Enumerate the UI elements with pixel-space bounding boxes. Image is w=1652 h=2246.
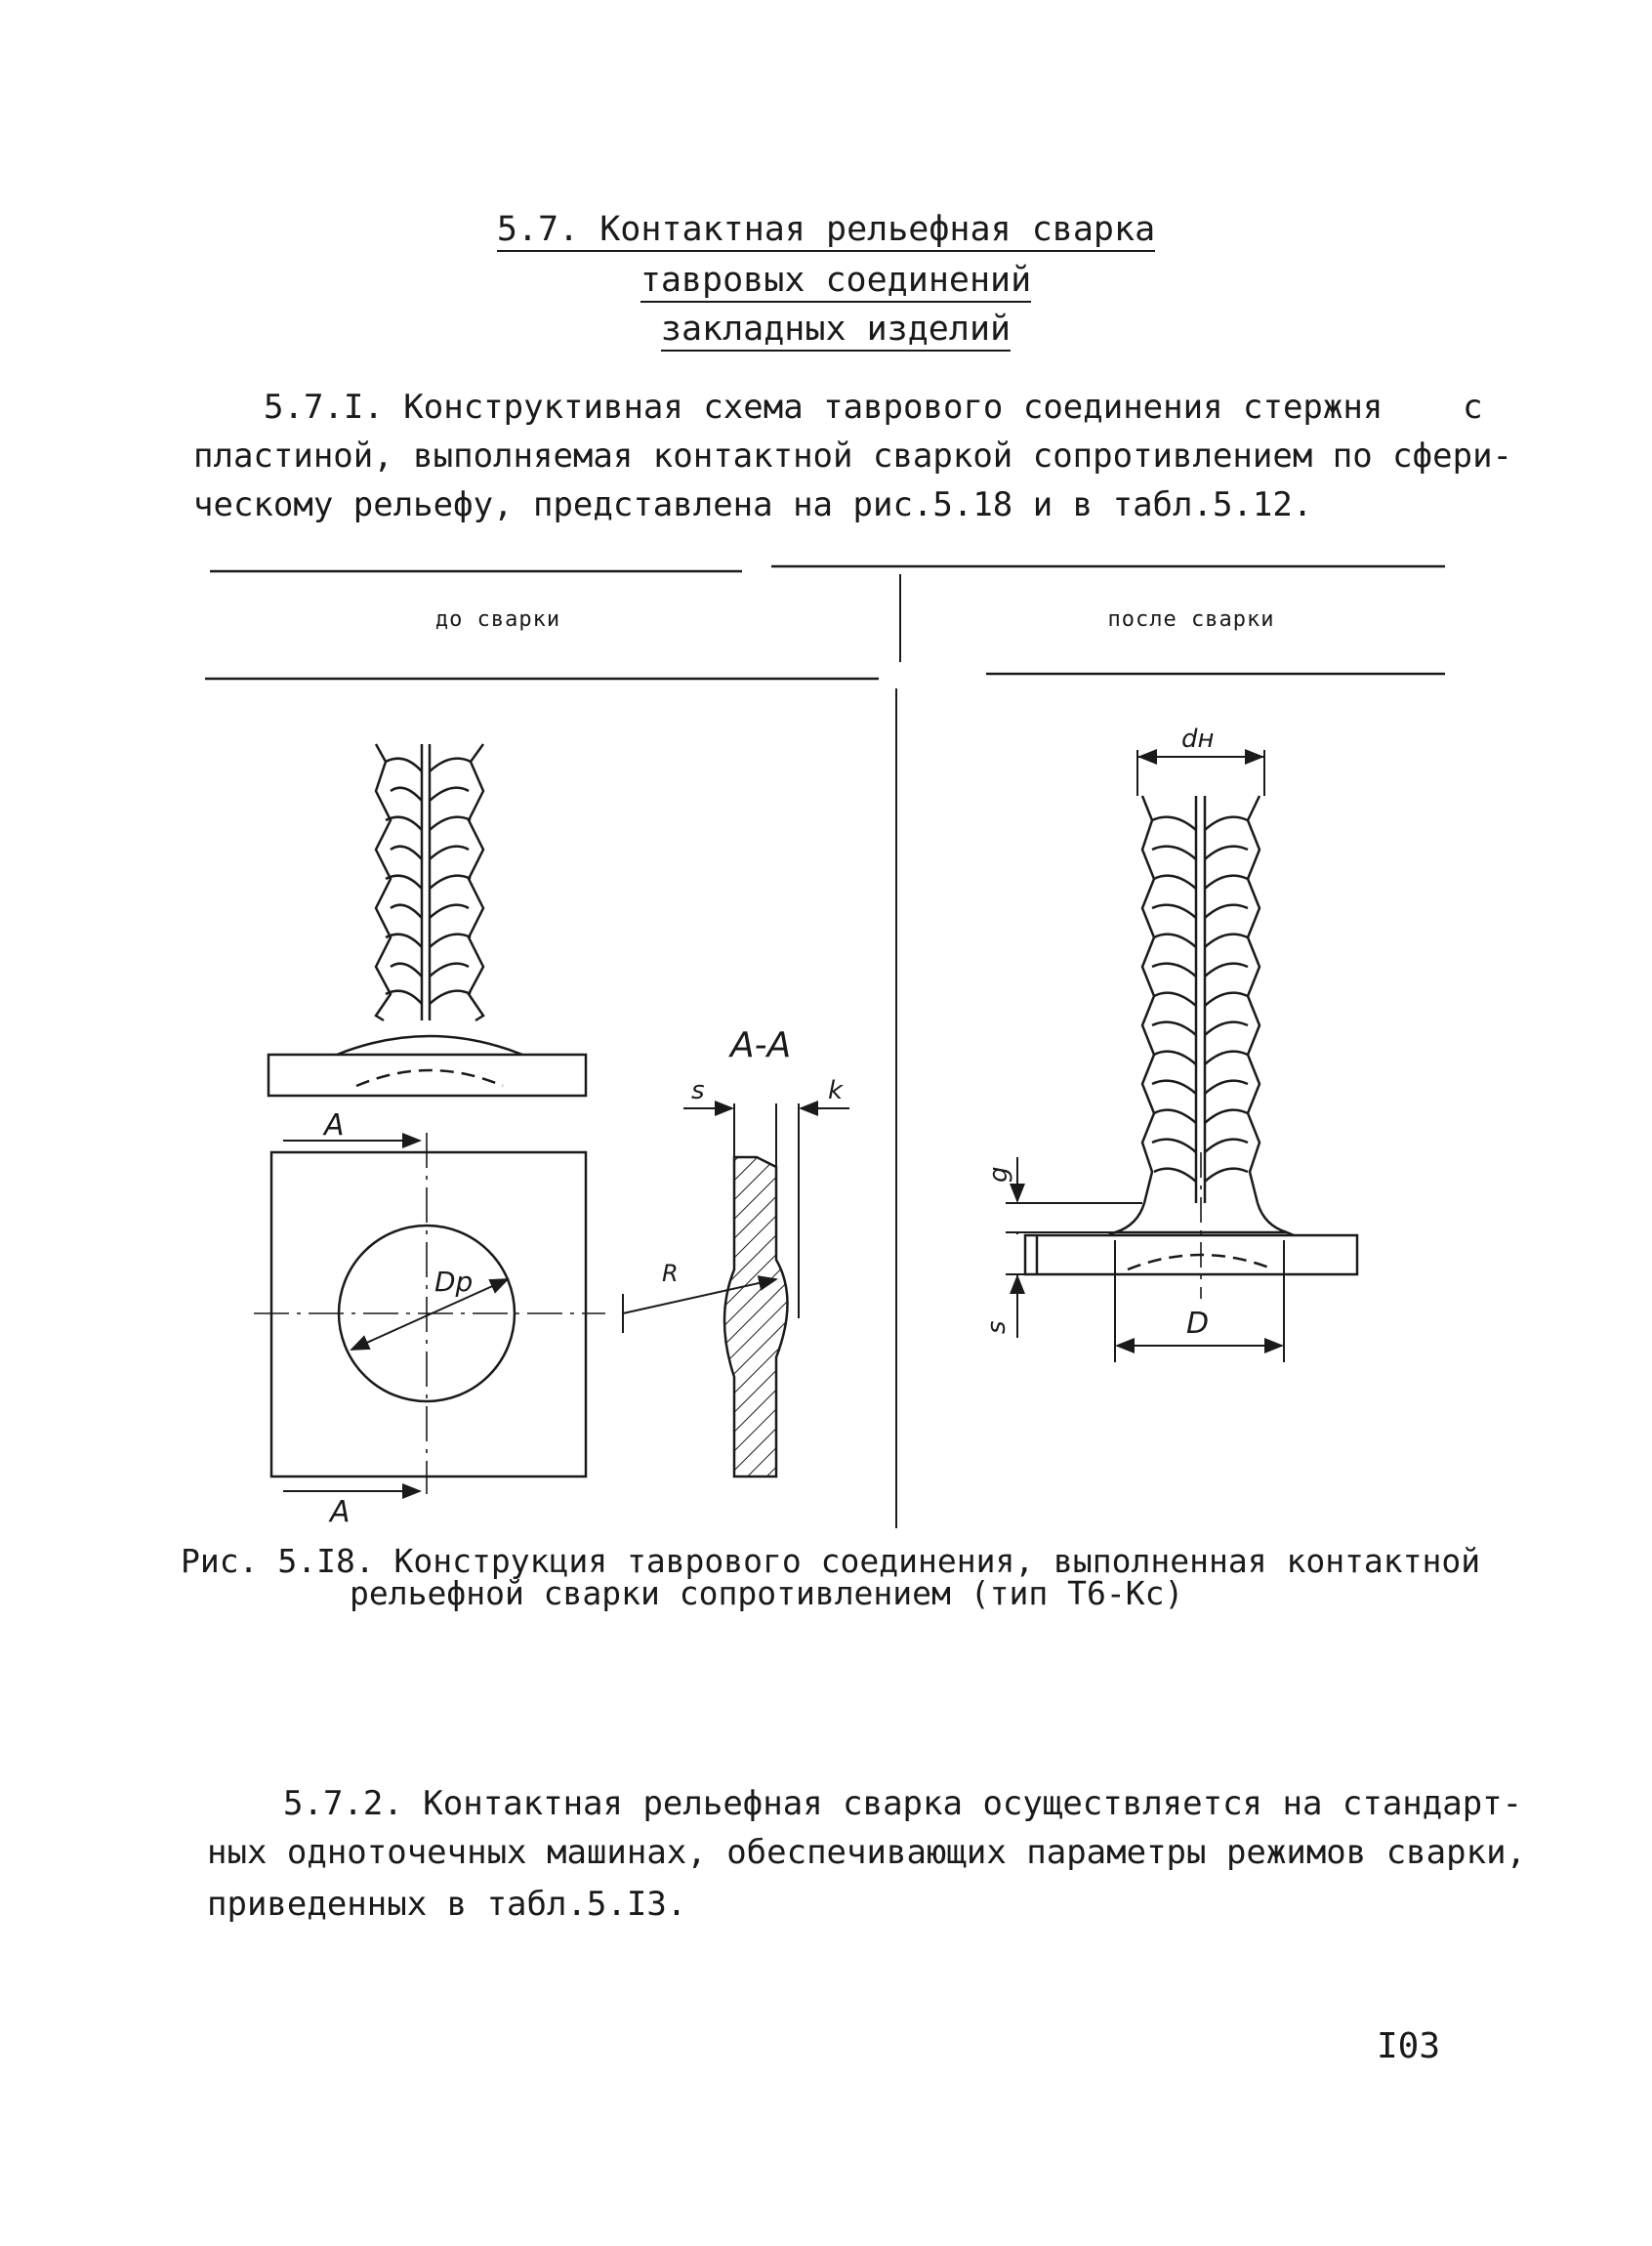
label-d: D [1186,1307,1210,1341]
column-after-welding: после сварки [1107,607,1275,632]
label-cut-a-top: А [324,1108,345,1143]
plate-after [1006,1152,1357,1362]
para2-line3: приведенных в табл.5.I3. [207,1885,687,1924]
para2-line1: 5.7.2. Контактная рельефная сварка осуществляется на стандарт- [283,1784,1523,1823]
label-dp: Dр [434,1266,474,1298]
figure-caption-line1: Рис. 5.I8. Конструкция таврового соединения, выполненная контактной [181,1542,1481,1580]
label-k: k [828,1076,844,1105]
figure-caption-line2: рельефной сварки сопротивлением (тип Т6-Кс) [350,1574,1184,1612]
section-title-line2: тавровых соединений [0,256,1652,305]
label-section-aa: А-А [730,1025,792,1065]
column-before-welding: до сварки [434,607,561,632]
label-cut-a-bottom: А [330,1495,351,1529]
page-number: I03 [1377,2026,1441,2066]
para1-line3: ческому рельефу, представлена на рис.5.18 и в табл.5.12. [193,485,1313,524]
label-s-right: s [982,1320,1012,1334]
section-title-line1: 5.7. Контактная рельефная сварка [0,205,1652,254]
plate-top-view [254,1133,776,1494]
label-dn: dн [1181,725,1215,754]
label-s-left: s [691,1076,705,1105]
rebar-before [376,744,483,1020]
para2-line2: ных одноточечных машинах, обеспечивающих параметры режимов сварки, [207,1833,1527,1872]
section-aa [683,1103,849,1477]
label-r: R [662,1260,679,1287]
para1-line1: 5.7.I. Конструктивная схема таврового соединения стержня с [264,388,1483,427]
section-title-line3: закладных изделий [0,305,1652,354]
table-frame [205,566,1445,1528]
para1-line2: пластиной, выполняемая контактной сваркой сопротивлением по сфери- [193,437,1513,476]
label-g: g [984,1166,1013,1183]
plate-side-view [268,1036,586,1096]
